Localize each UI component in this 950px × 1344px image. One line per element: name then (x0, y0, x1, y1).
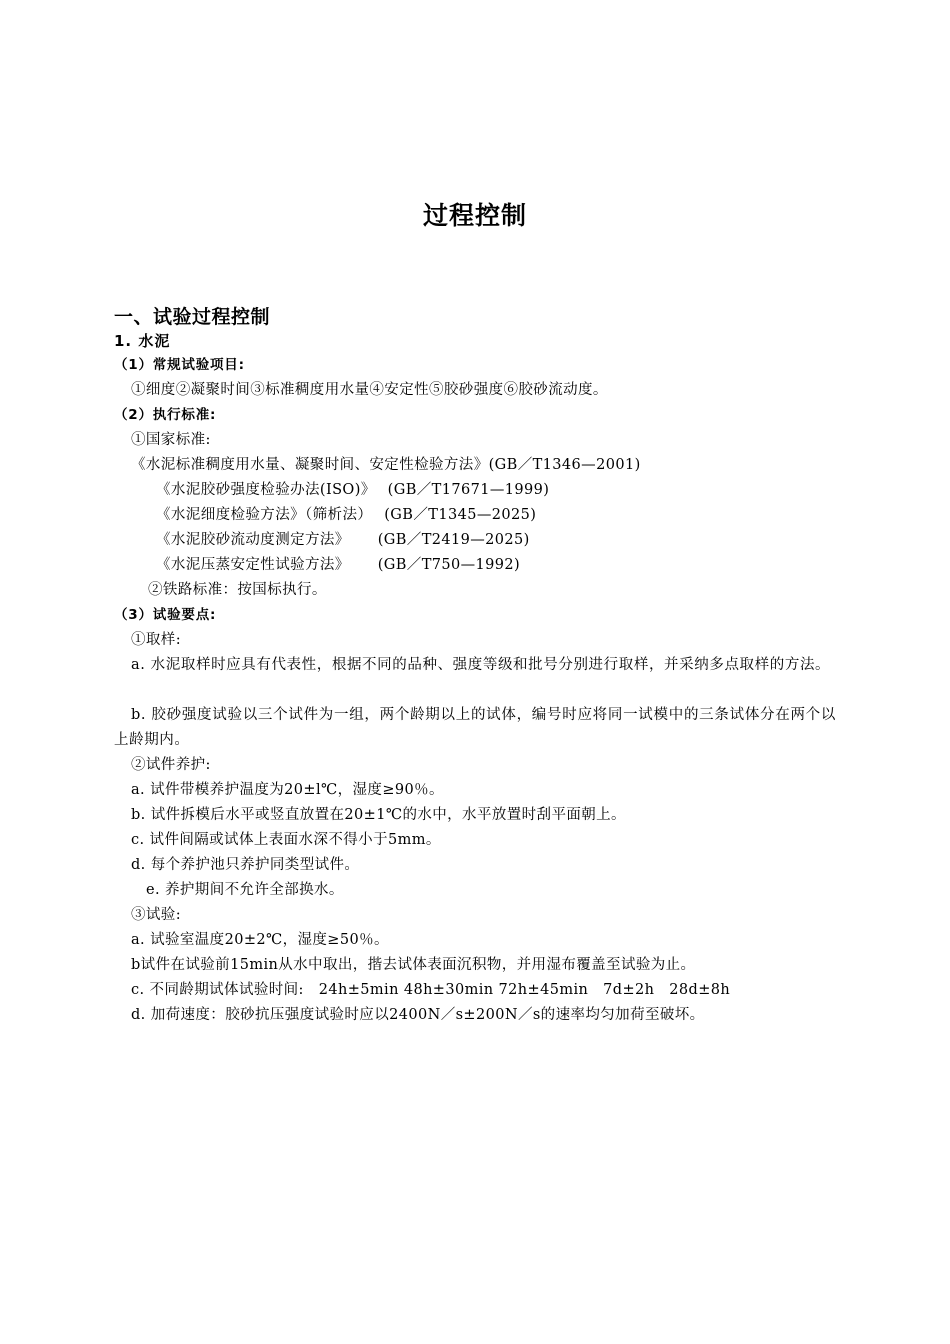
standard-code: (GB／T750—1992) (377, 557, 521, 573)
curing-item-a: a. 试件带模养护温度为20±l℃，湿度≥90％。 (131, 782, 444, 798)
standard-name: 《水泥胶砂流动度测定方法》 (156, 532, 350, 548)
routine-tests-text: ①细度②凝聚时间③标准稠度用水量④安定性⑤胶砂强度⑥胶砂流动度。 (131, 382, 608, 398)
railway-standard: ②铁路标准：按国标执行。 (148, 582, 327, 598)
curing-item-e: e. 养护期间不允许全部换水。 (146, 882, 344, 898)
test-item-b: b试件在试验前15min从水中取出，揩去试体表面沉积物，并用湿布覆盖至试验为止。 (131, 957, 696, 973)
test-item-c: c. 不同龄期试体试验时间: 24h±5min 48h±30min 72h±45min 7d±2h 28d±8h (131, 982, 731, 998)
document-title: 过程控制 (422, 201, 527, 230)
standard-item-2 (156, 480, 549, 500)
curing-item-b: b. 试件拆模后水平或竖直放置在20±1℃的水中，水平放置时刮平面朝上。 (131, 807, 626, 823)
sampling-label: ①取样: (131, 632, 181, 648)
standard-name: 《水泥细度检验方法》（筛析法） (156, 507, 373, 523)
standard-item-1: 《水泥标准稠度用水量、凝聚时间、安定性检验方法》(GB／T1346—2001) (131, 457, 641, 473)
test-label: ③试验: (131, 907, 181, 923)
standard-item-4 (156, 530, 530, 550)
routine-tests-heading: （1）常规试验项目: (114, 357, 245, 373)
test-points-heading: （3）试验要点: (114, 607, 217, 623)
test-item-d: d. 加荷速度：胶砂抗压强度试验时应以2400N／s±200N／s的速率均匀加荷至破坏。 (131, 1007, 705, 1023)
standard-item-5 (156, 555, 520, 575)
curing-label: ②试件养护: (131, 757, 211, 773)
standard-name: 《水泥压蒸安定性试验方法》 (156, 557, 350, 573)
standard-code: (GB／T2419—2025) (377, 532, 530, 548)
sampling-item-a: a. 水泥取样时应具有代表性，根据不同的品种、强度等级和批号分别进行取样，并采纳多点取样的方法。 (131, 657, 831, 673)
standard-name: 《水泥胶砂强度检验办法(ISO)》 (156, 482, 376, 498)
subsection-heading-cement: 1. 水泥 (114, 332, 171, 350)
section-heading-test-process-control: 一、试验过程控制 (114, 306, 271, 328)
curing-item-c: c. 试件间隔或试体上表面水深不得小于5mm。 (131, 832, 441, 848)
standard-code: (GB／T1345—2025) (384, 507, 537, 523)
national-standards-label: ①国家标准: (131, 432, 211, 448)
standard-code: (GB／T17671—1999) (387, 482, 550, 498)
standard-item-3 (156, 505, 536, 525)
standards-heading: （2）执行标准: (114, 407, 217, 423)
test-item-a: a. 试验室温度20±2℃，湿度≥50％。 (131, 932, 389, 948)
sampling-item-b: b. 胶砂强度试验以三个试件为一组，两个龄期以上的试体，编号时应将同一试模中的三条试体分在两个以上龄期内。 (114, 707, 836, 748)
curing-item-d: d. 每个养护池只养护同类型试件。 (131, 857, 360, 873)
